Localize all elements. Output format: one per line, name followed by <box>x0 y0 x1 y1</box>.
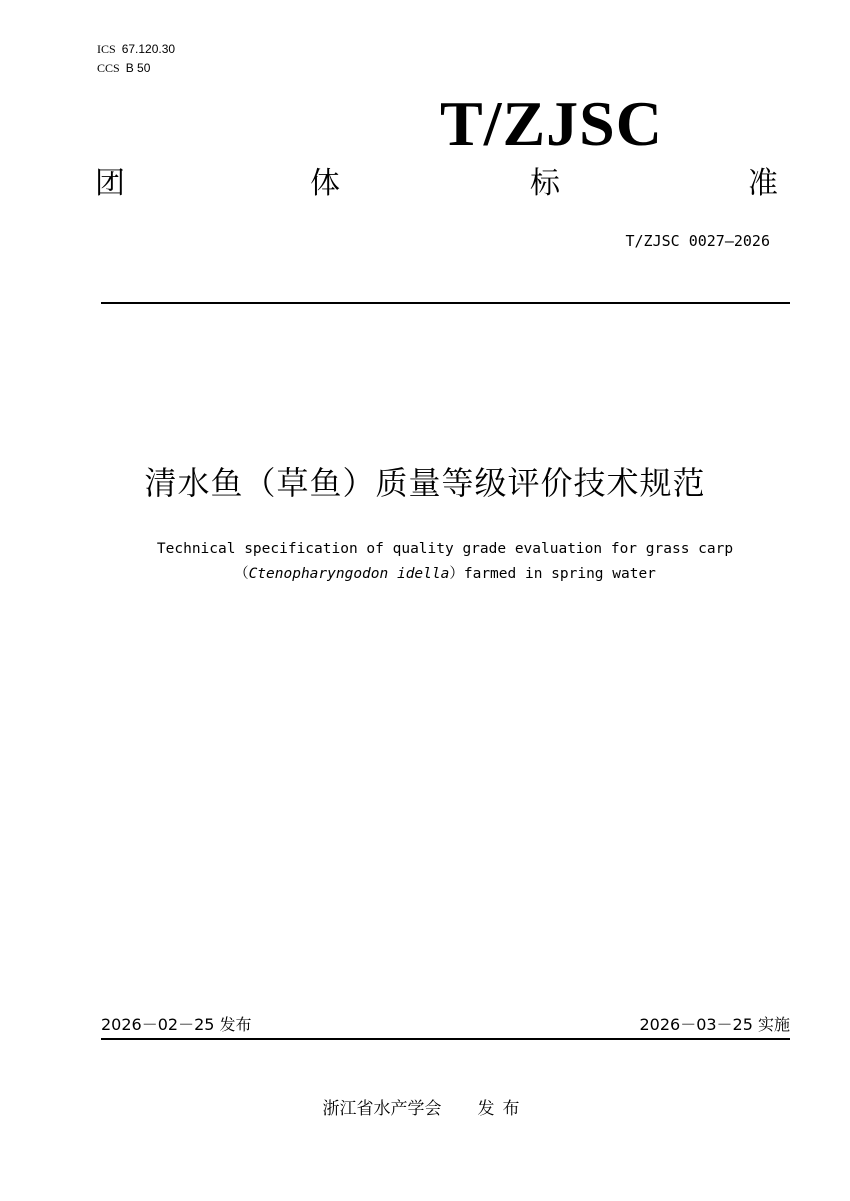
publish-date: 2026－02－25 发布 <box>101 1015 252 1034</box>
header-divider <box>101 302 790 304</box>
title-english-open-paren: （ <box>234 566 249 582</box>
standard-type-char-2: 体 <box>310 166 340 201</box>
ics-label: ICS <box>97 42 116 56</box>
standard-type-char-4: 准 <box>748 166 778 201</box>
title-english-rest: ）farmed in spring water <box>449 566 656 582</box>
title-chinese: 清水鱼（草鱼）质量等级评价技术规范 <box>144 464 706 502</box>
publisher-line <box>0 1097 850 1121</box>
footer-divider <box>101 1038 790 1040</box>
ics-code <box>97 42 175 56</box>
standard-type-char-1: 团 <box>95 166 125 201</box>
ccs-label: CCS <box>97 61 120 75</box>
standard-number: T/ZJSC 0027—2026 <box>625 232 770 250</box>
standard-logo: T/ZJSC <box>440 88 663 159</box>
publisher-action: 发布 <box>477 1099 528 1119</box>
standard-type-char-3: 标 <box>530 166 560 201</box>
ics-value: 67.120.30 <box>121 42 176 56</box>
title-english-line-2 <box>0 563 850 585</box>
ccs-code <box>97 61 150 75</box>
title-english-scientific-name: Ctenopharyngodon idella <box>248 566 450 582</box>
implement-date: 2026－03－25 实施 <box>639 1015 790 1034</box>
ccs-value: B 50 <box>125 61 151 75</box>
title-english-line-1: Technical specification of quality grade evaluation for grass carp <box>156 541 734 557</box>
publisher-org: 浙江省水产学会 <box>322 1099 442 1119</box>
